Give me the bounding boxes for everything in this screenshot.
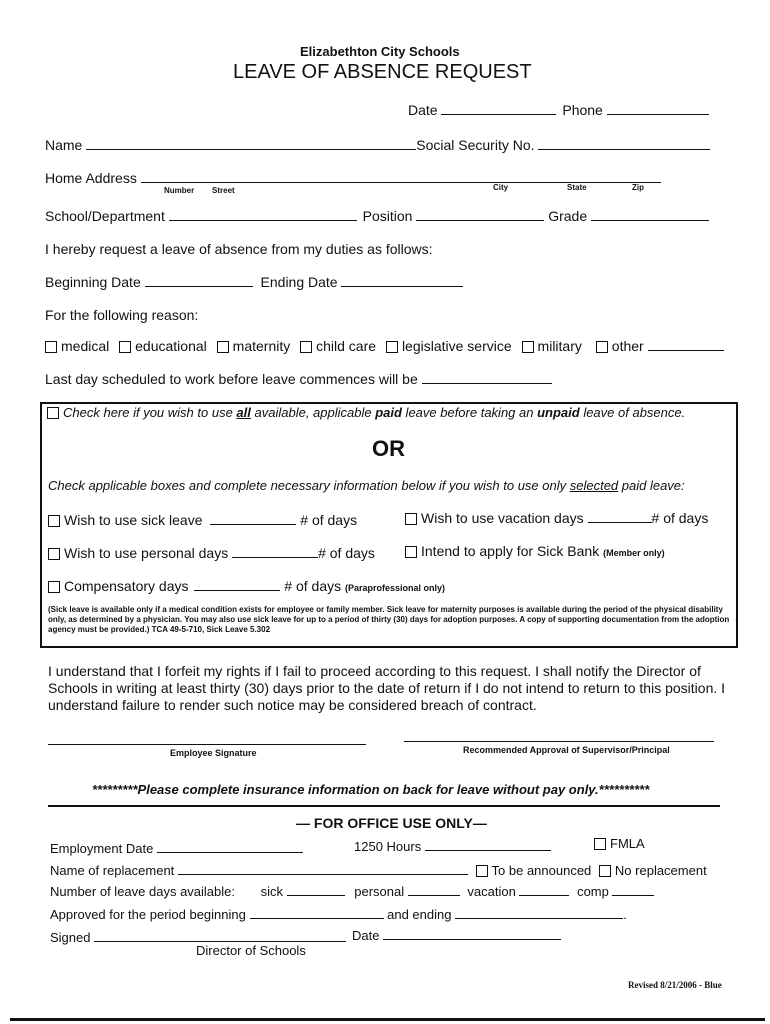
- ssn-label: Social Security No.: [416, 137, 535, 153]
- grade-label: Grade: [548, 208, 588, 224]
- check-all-text-3: leave before taking an: [401, 405, 538, 420]
- maternity-checkbox[interactable]: [217, 341, 229, 353]
- other-checkbox[interactable]: [596, 341, 608, 353]
- use-all-paid-checkbox[interactable]: [47, 407, 59, 419]
- office-vacation-field[interactable]: [519, 883, 569, 896]
- days-available-label: Number of leave days available:: [50, 884, 235, 899]
- reason-child-care: child care: [316, 338, 377, 354]
- employment-date-label: Employment Date: [50, 841, 154, 856]
- addr-state-label: State: [567, 183, 587, 192]
- office-sick-field[interactable]: [287, 883, 345, 896]
- reason-options: [45, 338, 724, 354]
- to-be-announced-label: To be announced: [491, 863, 592, 878]
- reason-label: For the following reason:: [45, 307, 199, 323]
- approved-begin-field[interactable]: [250, 906, 384, 919]
- date-label: Date: [408, 102, 438, 118]
- page-title: LEAVE OF ABSENCE REQUEST: [233, 61, 532, 83]
- check-all-emph: all: [236, 405, 251, 420]
- org-name: Elizabethton City Schools: [300, 44, 460, 59]
- reason-military: military: [537, 338, 582, 354]
- check-all-text-2: available, applicable: [250, 405, 376, 420]
- sick-leave-label: Wish to use sick leave: [64, 512, 203, 528]
- comp-days-checkbox[interactable]: [48, 581, 60, 593]
- hours-label: 1250 Hours: [354, 839, 422, 854]
- employee-signature-line[interactable]: [48, 744, 366, 745]
- approved-period: .: [623, 907, 627, 922]
- reason-educational: educational: [135, 338, 207, 354]
- phone-field[interactable]: [607, 102, 709, 115]
- office-comp-label: comp: [577, 884, 609, 899]
- name-label: Name: [45, 137, 83, 153]
- ending-date-label: Ending Date: [260, 274, 338, 290]
- home-address-label: Home Address: [45, 170, 137, 186]
- office-title: — FOR OFFICE USE ONLY—: [296, 815, 487, 831]
- position-label: Position: [362, 208, 413, 224]
- other-field[interactable]: [648, 338, 724, 351]
- selected-emph: selected: [569, 478, 619, 493]
- reason-legislative: legislative service: [401, 338, 512, 354]
- check-all-paid: paid: [375, 405, 402, 420]
- request-text: I hereby request a leave of absence from my duties as follows:: [45, 241, 433, 257]
- to-be-announced-checkbox[interactable]: [476, 865, 488, 877]
- reason-medical: medical: [61, 338, 110, 354]
- school-label: School/Department: [45, 208, 165, 224]
- addr-zip-label: Zip: [632, 183, 644, 192]
- comp-days-unit: # of days: [284, 578, 342, 594]
- ssn-field[interactable]: [538, 137, 710, 150]
- comp-days-label: Compensatory days: [64, 578, 189, 594]
- sick-bank-label: Intend to apply for Sick Bank: [421, 543, 600, 559]
- position-field[interactable]: [416, 208, 544, 221]
- office-personal-field[interactable]: [408, 883, 460, 896]
- insurance-note: *********Please complete insurance information on back for leave without pay only.**********: [92, 782, 650, 797]
- replacement-label: Name of replacement: [50, 863, 175, 878]
- check-all-text: Check here if you wish to use: [63, 405, 237, 420]
- para-only-note: (Paraprofessional only): [345, 583, 446, 593]
- medical-checkbox[interactable]: [45, 341, 57, 353]
- vacation-days-unit: # of days: [651, 510, 709, 526]
- selected-text-2: paid leave:: [618, 478, 685, 493]
- office-personal-label: personal: [354, 884, 405, 899]
- comp-days-field[interactable]: [194, 578, 280, 591]
- or-heading: OR: [372, 436, 405, 461]
- and-ending-label: and ending: [387, 907, 452, 922]
- fmla-checkbox[interactable]: [594, 838, 606, 850]
- phone-label: Phone: [562, 102, 603, 118]
- office-date-label: Date: [352, 928, 380, 943]
- sick-days-field[interactable]: [210, 512, 296, 525]
- bottom-border: [10, 1018, 765, 1021]
- signed-label: Signed: [50, 930, 91, 945]
- selected-text: Check applicable boxes and complete necessary information below if you wish to use only: [48, 478, 570, 493]
- approved-end-field[interactable]: [455, 906, 623, 919]
- director-label: Director of Schools: [196, 943, 306, 958]
- personal-days-label: Wish to use personal days: [64, 545, 229, 561]
- beginning-date-field[interactable]: [145, 274, 253, 287]
- approved-label: Approved for the period beginning: [50, 907, 246, 922]
- vacation-label: Wish to use vacation days: [421, 510, 584, 526]
- grade-field[interactable]: [591, 208, 709, 221]
- educational-checkbox[interactable]: [119, 341, 131, 353]
- legislative-checkbox[interactable]: [386, 341, 398, 353]
- office-vacation-label: vacation: [467, 884, 516, 899]
- supervisor-signature-line[interactable]: [404, 741, 714, 742]
- sick-days-unit: # of days: [300, 512, 358, 528]
- sick-leave-note: (Sick leave is available only if a medical condition exists for employee or family member. Sick leave for maternity purposes is available during the period of the physical disability only, as determined by a physician. You may also use sick leave for up to a period of thirty (30) days for adoption purposes. A copy of supporting documentation from the adoption agency must be provided.) TCA 49-5-710, Sick Leave 5.302: [48, 605, 730, 634]
- addr-number-label: Number: [164, 186, 195, 195]
- signed-field[interactable]: [94, 929, 346, 942]
- no-replacement-checkbox[interactable]: [599, 865, 611, 877]
- employee-signature-label: Employee Signature: [170, 748, 257, 758]
- replacement-field[interactable]: [178, 862, 468, 875]
- hours-field[interactable]: [425, 838, 551, 851]
- member-only-note: (Member only): [603, 548, 665, 558]
- home-address-field[interactable]: [141, 170, 661, 183]
- office-sick-label: sick: [260, 884, 284, 899]
- revised-note: Revised 8/21/2006 - Blue: [628, 980, 722, 990]
- personal-days-field[interactable]: [232, 545, 318, 558]
- fmla-label: FMLA: [610, 836, 645, 851]
- school-field[interactable]: [169, 208, 357, 221]
- ending-date-field[interactable]: [341, 274, 463, 287]
- personal-days-checkbox[interactable]: [48, 548, 60, 560]
- addr-street-label: Street: [212, 186, 235, 195]
- sick-bank-checkbox[interactable]: [405, 546, 417, 558]
- last-day-field[interactable]: [422, 371, 552, 384]
- office-comp-field[interactable]: [612, 883, 654, 896]
- office-divider: [48, 805, 720, 807]
- vacation-days-field[interactable]: [588, 510, 652, 523]
- beginning-date-label: Beginning Date: [45, 274, 141, 290]
- employment-date-field[interactable]: [157, 840, 303, 853]
- child-care-checkbox[interactable]: [300, 341, 312, 353]
- vacation-checkbox[interactable]: [405, 513, 417, 525]
- understand-statement: I understand that I forfeit my rights if I fail to proceed according to this request. I shall notify the Director of Schools in writing at least thirty (30) days prior to the date of return if I do not intend to return to this position. I understand failure to render such notice may be considered breach of contract.: [48, 663, 726, 713]
- sick-leave-checkbox[interactable]: [48, 515, 60, 527]
- date-field[interactable]: [441, 102, 556, 115]
- reason-other: other: [611, 338, 644, 354]
- reason-maternity: maternity: [232, 338, 291, 354]
- addr-city-label: City: [493, 183, 509, 192]
- name-field[interactable]: [86, 137, 416, 150]
- last-day-label: Last day scheduled to work before leave commences will be: [45, 371, 418, 387]
- no-replacement-label: No replacement: [614, 863, 707, 878]
- check-all-unpaid: unpaid: [537, 405, 580, 420]
- check-all-text-4: leave of absence.: [579, 405, 686, 420]
- personal-days-unit: # of days: [318, 545, 375, 561]
- military-checkbox[interactable]: [522, 341, 534, 353]
- supervisor-signature-label: Recommended Approval of Supervisor/Principal: [463, 745, 670, 755]
- office-date-field[interactable]: [383, 927, 561, 940]
